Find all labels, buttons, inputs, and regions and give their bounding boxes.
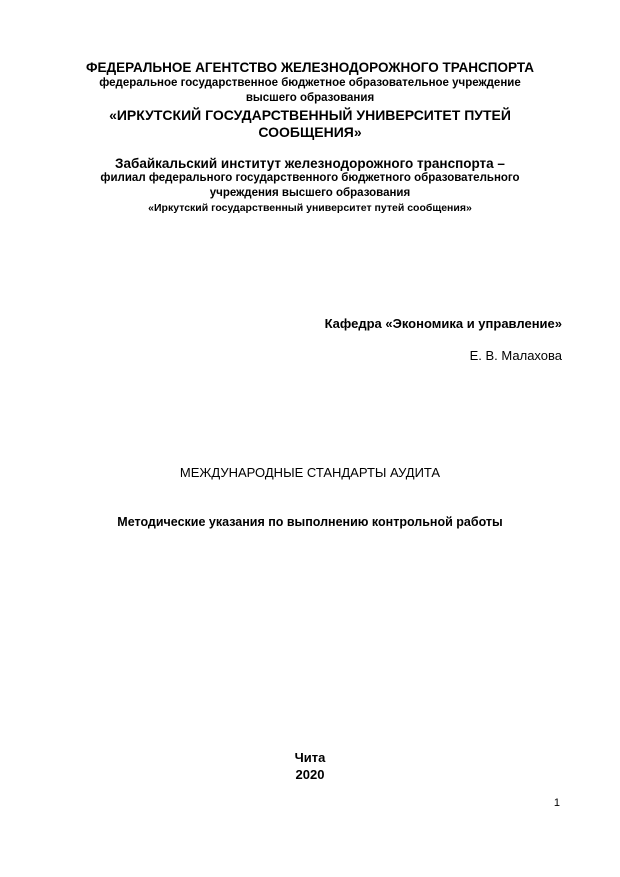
branch-line-3: «Иркутский государственный университет путей сообщения»: [148, 202, 472, 214]
branch-line-2: учреждения высшего образования: [209, 187, 411, 199]
agency-subtitle-line-2: высшего образования: [245, 92, 375, 104]
university-name-line-2: СООБЩЕНИЯ»: [258, 124, 362, 140]
city: Чита: [294, 750, 326, 765]
document-title: МЕЖДУНАРОДНЫЕ СТАНДАРТЫ АУДИТА: [179, 465, 441, 480]
year: 2020: [295, 767, 325, 782]
page-number: 1: [553, 797, 560, 809]
department-name: Кафедра «Экономика и управление»: [324, 316, 562, 331]
university-name-line-1: «ИРКУТСКИЙ ГОСУДАРСТВЕННЫЙ УНИВЕРСИТЕТ ПУТЕЙ: [109, 107, 511, 123]
agency-name: ФЕДЕРАЛЬНОЕ АГЕНТСТВО ЖЕЛЕЗНОДОРОЖНОГО ТРАНСПОРТА: [86, 60, 534, 75]
document-subtitle: Методические указания по выполнению контрольной работы: [117, 515, 503, 529]
author-name: Е. В. Малахова: [469, 348, 562, 363]
agency-subtitle-line-1: федеральное государственное бюджетное образовательное учреждение: [99, 77, 521, 89]
institute-name: Забайкальский институт железнодорожного транспорта –: [115, 156, 505, 171]
branch-line-1: филиал федерального государственного бюджетного образовательного: [100, 172, 520, 184]
